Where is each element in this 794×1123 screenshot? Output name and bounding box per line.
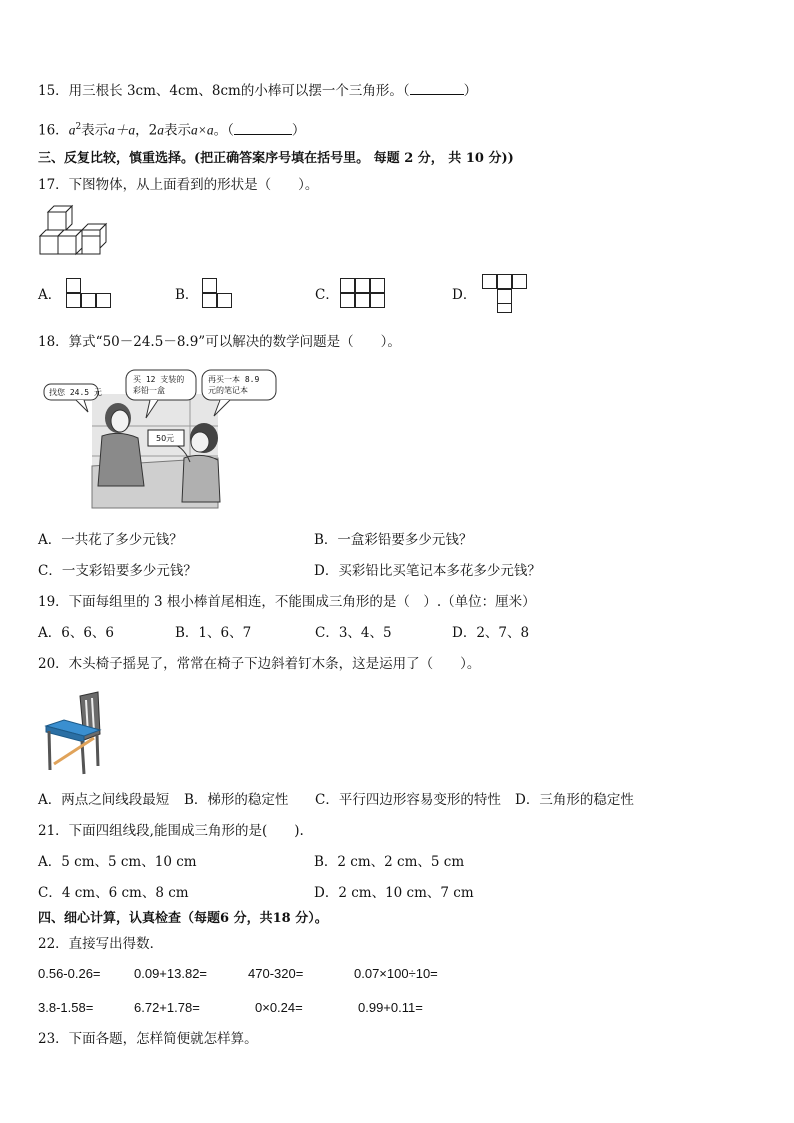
q15-close: ） xyxy=(463,83,478,99)
bubble-pencils: 买 12 支装的彩铅一盒 xyxy=(133,375,185,395)
answer-blank[interactable] xyxy=(410,82,464,95)
q16-text: 。（ xyxy=(213,122,234,139)
calc-item[interactable]: 0.07×100÷10= xyxy=(354,966,438,981)
section-4-heading: 四、细心计算，认真检查（每题6 分，共18 分）。 xyxy=(38,911,328,926)
question-19: 19．下面每组里的 3 根小棒首尾相连，不能围成三角形的是（ ）.（单位：厘米） xyxy=(38,594,536,610)
q20-option-c[interactable]: C．平行四边形容易变形的特性 xyxy=(315,792,501,808)
q16-text: 表示 xyxy=(164,122,192,139)
q20-option-d[interactable]: D．三角形的稳定性 xyxy=(515,792,634,808)
bubble-notebook: 再买一本 8.9 元的笔记本 xyxy=(208,375,260,395)
calc-item[interactable]: 470-320= xyxy=(248,966,304,981)
q16-expression-2: a×a xyxy=(191,122,214,138)
q17-option-a-label[interactable]: A． xyxy=(38,287,62,303)
q18-option-a[interactable]: A．一共花了多少元钱？ xyxy=(38,532,183,548)
q21-option-a[interactable]: A．5 cm、5 cm、10 cm xyxy=(38,854,197,870)
q17-option-b-label[interactable]: B． xyxy=(175,287,199,303)
shopping-illustration xyxy=(40,366,280,510)
q16-var-a: a xyxy=(157,122,165,138)
q19-option-d[interactable]: D．2、7、8 xyxy=(452,625,530,641)
calc-item[interactable]: 0.56-0.26= xyxy=(38,966,101,981)
section-3-heading: 三、反复比较，慎重选择。(把正确答案序号填在括号里。 每题 2 分， 共 10 分)) xyxy=(38,151,514,166)
chair-illustration xyxy=(40,690,110,776)
q20-option-a[interactable]: A．两点之间线段最短 xyxy=(38,792,170,808)
calc-item[interactable]: 0.99+0.11= xyxy=(358,1000,423,1015)
q18-option-b[interactable]: B．一盒彩铅要多少元钱？ xyxy=(314,532,473,548)
question-22: 22．直接写出得数． xyxy=(38,936,164,952)
q16-text: 表示 xyxy=(81,122,109,139)
q18-option-d[interactable]: D．买彩铅比买笔记本多花多少元钱？ xyxy=(314,563,541,579)
calc-item[interactable]: 3.8-1.58= xyxy=(38,1000,94,1015)
bubble-change: 找您 24.5 元 xyxy=(49,388,102,397)
q21-option-d[interactable]: D．2 cm、10 cm、7 cm xyxy=(314,885,474,901)
q16-number: 16． xyxy=(38,122,69,139)
q16-exponent: 2 xyxy=(75,122,82,132)
q16-close: ） xyxy=(291,122,306,139)
q20-option-b[interactable]: B．梯形的稳定性 xyxy=(184,792,289,808)
question-20: 20．木头椅子摇晃了，常常在椅子下边斜着钉木条，这是运用了（ ）。 xyxy=(38,656,481,672)
question-18: 18．算式“50－24.5－8.9”可以解决的数学问题是（ ）。 xyxy=(38,334,401,350)
calc-item[interactable]: 0.09+13.82= xyxy=(134,966,208,981)
bill-sign: 50元 xyxy=(156,434,175,443)
q15-text: 15．用三根长 3cm、4cm、8cm的小棒可以摆一个三角形。（ xyxy=(38,83,410,99)
q19-option-a[interactable]: A．6、6、6 xyxy=(38,625,115,641)
question-23: 23．下面各题，怎样简便就怎样算。 xyxy=(38,1031,258,1047)
cube-stack-figure xyxy=(38,204,110,260)
q21-option-c[interactable]: C．4 cm、6 cm、8 cm xyxy=(38,885,189,901)
q19-option-c[interactable]: C．3、4、5 xyxy=(315,625,392,641)
q16-text: ，2 xyxy=(135,122,158,139)
q17-option-c-label[interactable]: C． xyxy=(315,287,339,303)
q16-var-a: a xyxy=(68,122,76,138)
q19-option-b[interactable]: B．1、6、7 xyxy=(175,625,252,641)
answer-blank[interactable] xyxy=(234,122,292,135)
question-17: 17．下图物体，从上面看到的形状是（ ）。 xyxy=(38,177,319,193)
q21-option-b[interactable]: B．2 cm、2 cm、5 cm xyxy=(314,854,465,870)
q16-expression-1: a＋a xyxy=(108,122,136,138)
question-16 xyxy=(38,118,305,140)
calc-item[interactable]: 0×0.24= xyxy=(255,1000,303,1015)
question-15 xyxy=(38,82,477,100)
question-21: 21．下面四组线段,能围成三角形的是( ). xyxy=(38,823,304,839)
calc-item[interactable]: 6.72+1.78= xyxy=(134,1000,200,1015)
q18-option-c[interactable]: C．一支彩铅要多少元钱？ xyxy=(38,563,197,579)
q17-option-d-label[interactable]: D． xyxy=(452,287,477,303)
